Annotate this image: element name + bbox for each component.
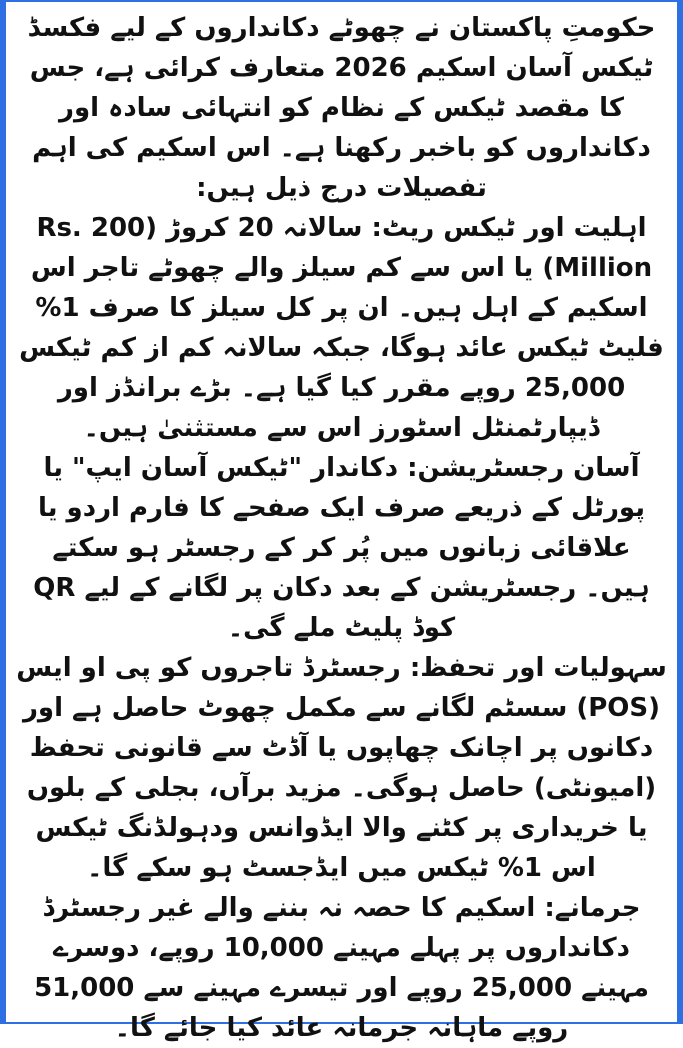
penalties-paragraph: جرمانے: اسکیم کا حصہ نہ بننے والے غیر رجسٹرڈ دکانداروں پر پہلے مہینے 10,000 روپے، دوسرے مہینے 25,000 روپے اور تیسرے مہینے سے 51,000 روپے ماہانہ جرمانہ عائد کیا جائے گا۔ xyxy=(34,893,649,1043)
intro-paragraph: حکومتِ پاکستان نے چھوٹے دکانداروں کے لیے فکسڈ ٹیکس آسان اسکیم 2026 متعارف کرائی ہے، جس کا مقصد ٹیکس کے نظام کو انتہائی سادہ اور دکانداروں کو باخبر رکھنا ہے۔ اس اسکیم کی اہم تفصیلات درج ذیل ہیں: xyxy=(27,13,656,203)
facilities-paragraph: سہولیات اور تحفظ: رجسٹرڈ تاجروں کو پی او ایس (POS) سسٹم لگانے سے مکمل چھوٹ حاصل ہے اور دکانوں پر اچانک چھاپوں یا آڈٹ سے قانونی تحفظ (امیونٹی) حاصل ہوگی۔ مزید برآں، بجلی کے بلوں یا خریداری پر کٹنے والا ایڈوانس ودہولڈنگ ٹیکس اس 1% ٹیکس میں ایڈجسٹ ہو سکے گا۔ xyxy=(16,653,667,883)
registration-paragraph: آسان رجسٹریشن: دکاندار "ٹیکس آسان ایپ" یا پورٹل کے ذریعے صرف ایک صفحے کا فارم اردو یا علاقائی زبانوں میں پُر کر کے رجسٹر ہو سکتے ہیں۔ رجسٹریشن کے بعد دکان پر لگانے کے لیے QR کوڈ پلیٹ ملے گی۔ xyxy=(33,453,650,643)
eligibility-paragraph: اہلیت اور ٹیکس ریٹ: سالانہ 20 کروڑ (Rs. 200 Million) یا اس سے کم سیلز والے چھوٹے تاجر اس اسکیم کے اہل ہیں۔ ان پر کل سیلز کا صرف 1% فلیٹ ٹیکس عائد ہوگا، جبکہ سالانہ کم از کم ٹیکس 25,000 روپے مقرر کیا گیا ہے۔ بڑے برانڈز اور ڈیپارٹمنٹل اسٹورز اس سے مستثنیٰ ہیں۔ xyxy=(19,213,664,443)
article-text xyxy=(16,8,667,1048)
